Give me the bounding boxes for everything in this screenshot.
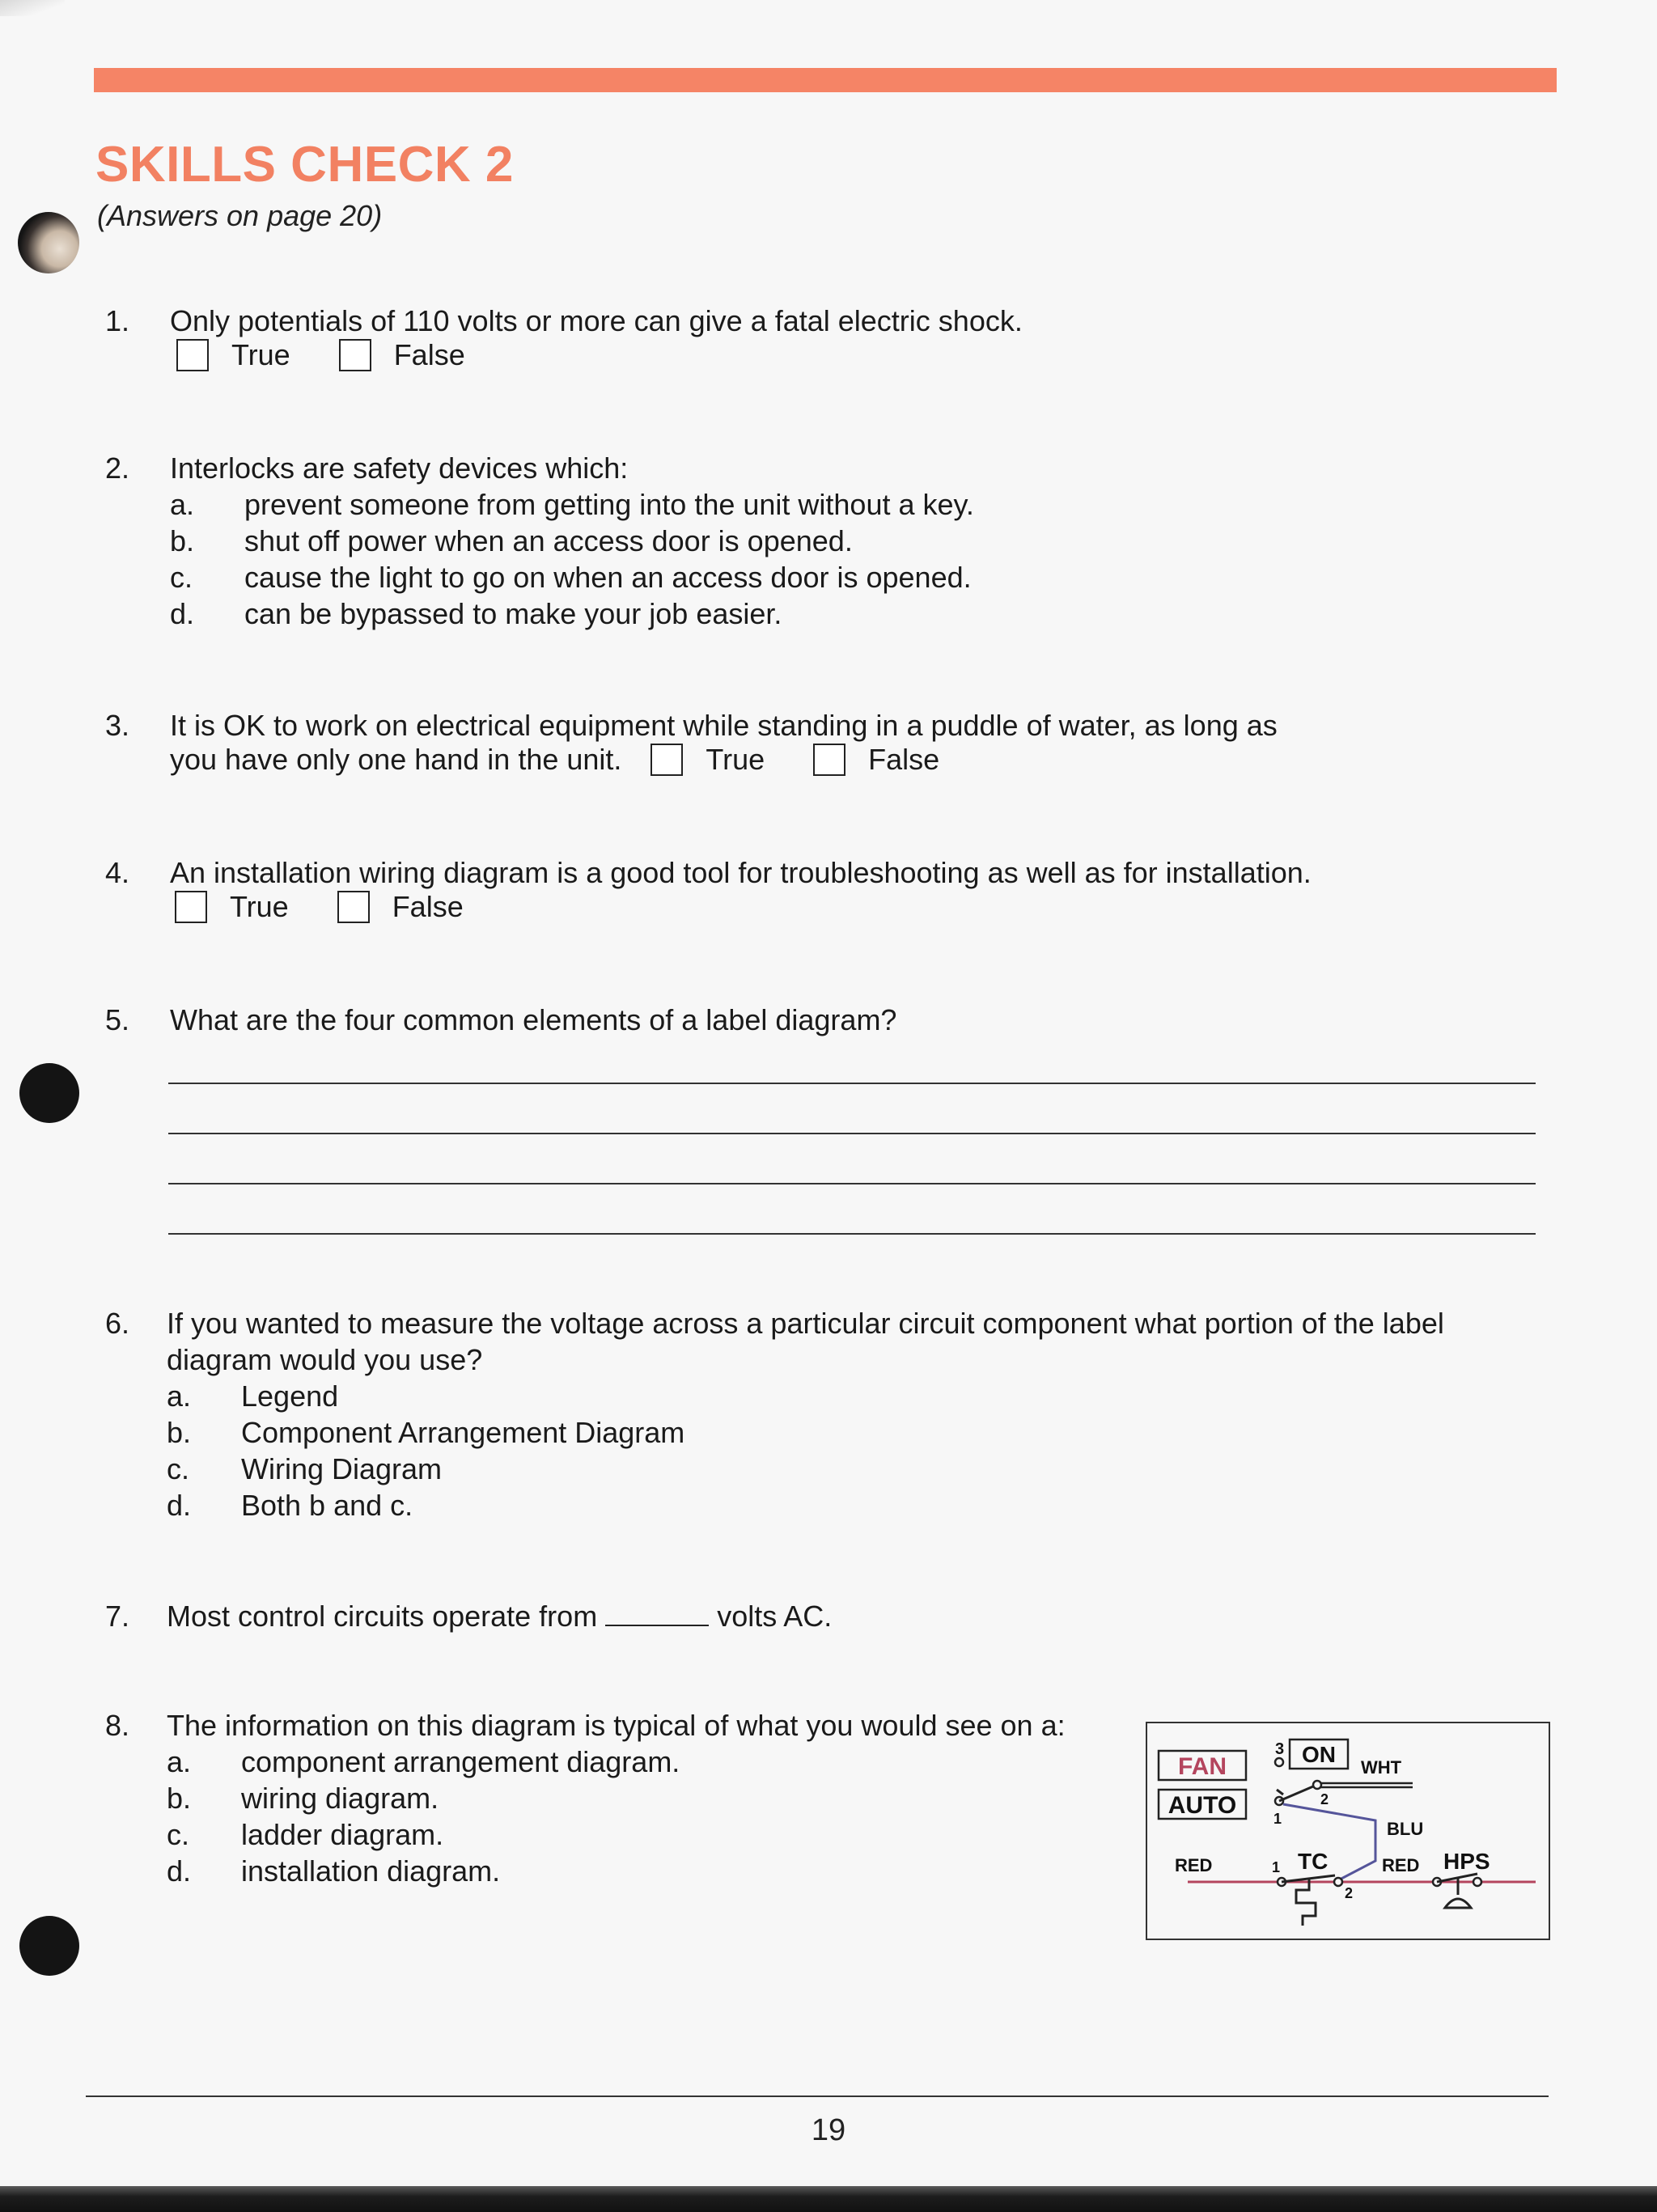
false-checkbox[interactable] [339, 339, 371, 371]
option-text: can be bypassed to make your job easier. [244, 597, 782, 630]
switch-terminal-2-label: 2 [1320, 1791, 1329, 1807]
question-text: What are the four common elements of a label diagram? [170, 1003, 897, 1036]
question-number: 5. [105, 1003, 130, 1036]
option-text: Component Arrangement Diagram [241, 1416, 685, 1449]
hps-label: HPS [1443, 1849, 1490, 1874]
true-label: True [230, 890, 289, 923]
question-text-before: Most control circuits operate from [167, 1600, 598, 1633]
true-checkbox[interactable] [651, 744, 683, 776]
question-text-line-2: diagram would you use? [167, 1343, 483, 1376]
question-3-line-2 [170, 743, 939, 777]
tc-terminal-2 [1334, 1878, 1342, 1886]
answer-line-4[interactable] [168, 1233, 1536, 1235]
false-label: False [393, 338, 465, 371]
question-text-after: volts AC. [717, 1600, 833, 1633]
question-text [167, 1598, 832, 1634]
option-text: component arrangement diagram. [241, 1745, 680, 1778]
option-letter: b. [167, 1782, 192, 1815]
question-number: 1. [105, 304, 130, 337]
switch-terminal-2 [1313, 1781, 1321, 1789]
hps-actuator-bellows [1445, 1899, 1471, 1908]
tc-label: TC [1298, 1849, 1329, 1874]
question-text-line-1: If you wanted to measure the voltage across a particular circuit component what portion of the label [167, 1307, 1444, 1340]
false-checkbox[interactable] [337, 891, 370, 923]
wiring-diagram-figure [1146, 1722, 1550, 1940]
question-number: 6. [105, 1307, 130, 1340]
false-checkbox[interactable] [813, 744, 845, 776]
answer-line-3[interactable] [168, 1183, 1536, 1184]
question-number: 8. [105, 1709, 130, 1742]
answers-reference: (Answers on page 20) [97, 199, 383, 232]
switch-terminal-1-label: 1 [1273, 1811, 1282, 1827]
on-label: ON [1302, 1742, 1336, 1767]
page-bottom-shadow [0, 2186, 1657, 2212]
option-text: prevent someone from getting into the unit without a key. [244, 488, 974, 521]
terminal-3 [1275, 1758, 1283, 1766]
option-text: installation diagram. [241, 1854, 501, 1888]
blu-wire-label: BLU [1387, 1819, 1424, 1839]
answer-line-1[interactable] [168, 1083, 1536, 1084]
option-text: ladder diagram. [241, 1818, 444, 1851]
question-number: 7. [105, 1600, 130, 1633]
option-text: Legend [241, 1379, 339, 1413]
false-label: False [868, 743, 940, 776]
option-letter: a. [170, 488, 195, 521]
answer-line-2[interactable] [168, 1133, 1536, 1134]
question-text-line-2: you have only one hand in the unit. [170, 743, 622, 776]
page-title: SKILLS CHECK 2 [95, 137, 514, 193]
true-checkbox[interactable] [176, 339, 209, 371]
option-text: Wiring Diagram [241, 1452, 443, 1485]
option-text: cause the light to go on when an access door is opened. [244, 561, 972, 594]
switch-blade [1279, 1786, 1313, 1801]
fan-label: FAN [1178, 1753, 1227, 1780]
red-wire-right-label: RED [1382, 1855, 1420, 1875]
question-1-choices [176, 338, 465, 372]
question-number: 3. [105, 709, 130, 742]
option-letter: b. [170, 524, 195, 557]
true-checkbox[interactable] [175, 891, 207, 923]
header-accent-bar [94, 68, 1557, 92]
voltage-blank[interactable] [605, 1600, 709, 1626]
question-text: Only potentials of 110 volts or more can give a fatal electric shock. [170, 304, 1023, 337]
option-letter: a. [167, 1745, 192, 1778]
false-label: False [392, 890, 464, 923]
page-number: 19 [811, 2113, 846, 2147]
true-label: True [231, 338, 290, 371]
question-4-choices [175, 890, 464, 924]
tc-terminal-1-label: 1 [1272, 1859, 1281, 1875]
page-corner-shadow [0, 0, 65, 16]
option-letter: d. [167, 1489, 192, 1522]
switch-hook [1277, 1790, 1283, 1795]
wiring-diagram-svg [1147, 1723, 1549, 1939]
binder-hole-bottom [19, 1916, 79, 1976]
question-text-line-1: It is OK to work on electrical equipment while standing in a puddle of water, as long as [170, 709, 1278, 742]
footer-rule [86, 2095, 1549, 2097]
question-text: An installation wiring diagram is a good tool for troubleshooting as well as for installation. [170, 856, 1312, 889]
hps-terminal-2 [1473, 1878, 1481, 1886]
option-letter: d. [167, 1854, 192, 1888]
question-text: The information on this diagram is typical of what you would see on a: [167, 1709, 1066, 1742]
question-number: 4. [105, 856, 130, 889]
option-letter: a. [167, 1379, 192, 1413]
tc-actuator [1296, 1879, 1316, 1926]
option-letter: d. [170, 597, 195, 630]
terminal-3-label: 3 [1275, 1740, 1285, 1758]
option-text: wiring diagram. [241, 1782, 439, 1815]
red-wire-left-label: RED [1175, 1855, 1213, 1875]
binder-hole-top [18, 212, 79, 273]
wht-wire-label: WHT [1361, 1757, 1402, 1778]
question-number: 2. [105, 451, 130, 485]
tc-terminal-2-label: 2 [1345, 1885, 1354, 1901]
option-text: shut off power when an access door is opened. [244, 524, 853, 557]
question-text: Interlocks are safety devices which: [170, 451, 629, 485]
option-letter: c. [167, 1818, 190, 1851]
true-label: True [706, 743, 765, 776]
option-letter: c. [170, 561, 193, 594]
option-text: Both b and c. [241, 1489, 413, 1522]
option-letter: b. [167, 1416, 192, 1449]
auto-label: AUTO [1168, 1792, 1237, 1819]
binder-hole-middle [19, 1063, 79, 1123]
option-letter: c. [167, 1452, 190, 1485]
